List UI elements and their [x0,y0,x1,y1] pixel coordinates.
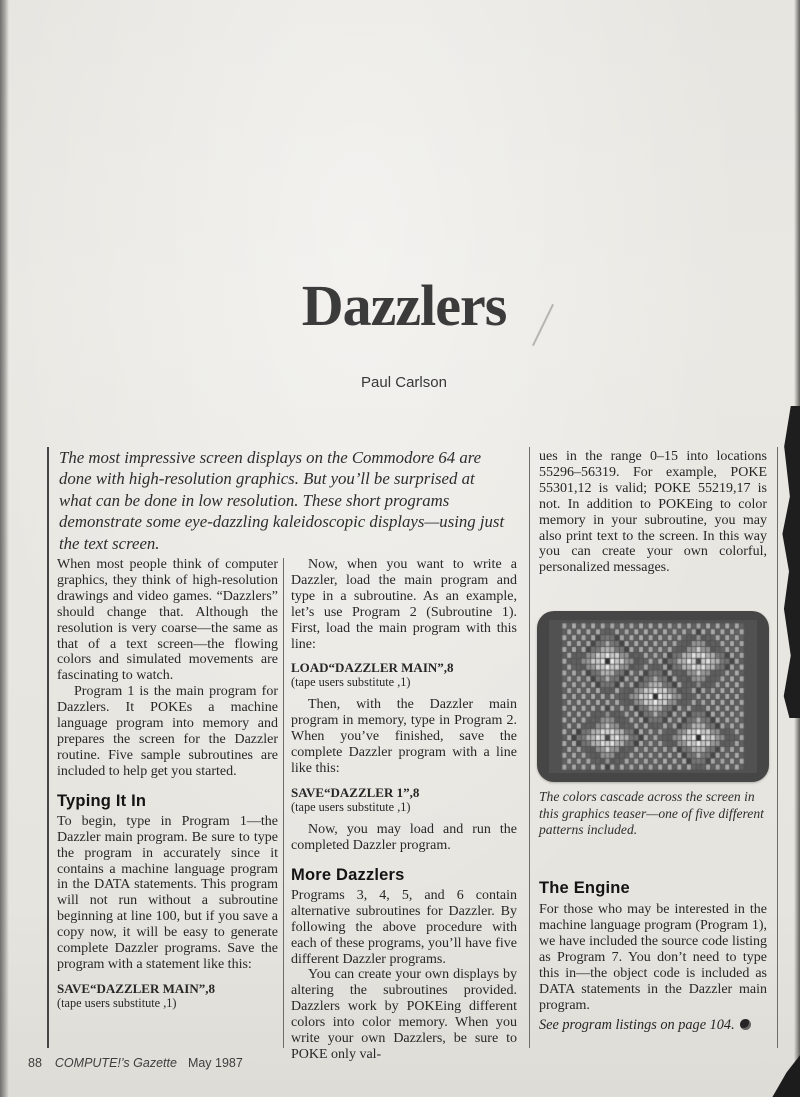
byline: Paul Carlson [361,374,447,391]
issue-date: May 1987 [187,1056,243,1070]
paragraph: When most people think of computer graphics, they think of high-resolution drawings and video games. “Dazzlers” should change that. Although the resolution is very coarse—the same as that of a text screen—the flowing colors and simulated movements are fascinating to watch. [57,557,278,684]
column-rule-left [47,447,49,1048]
torn-paper-edge [778,406,800,718]
paragraph: For those who may be interested in the machine language program (Program 1), we have included the source code listing as Program 7. You don’t need to type this in—the object code is included as DATA statements in the Dazzler main program. [539,902,767,1013]
end-of-article-icon [740,1019,751,1030]
page-number: 88 [28,1056,42,1070]
column-rule-1-2 [283,558,284,1048]
code-line: SAVE“DAZZLER MAIN”,8 [57,980,215,996]
article-title: Dazzlers [301,273,507,338]
intro-paragraph: The most impressive screen displays on the Commodore 64 are done with high-resolution graphics. But you’ll be surprised at what can be done in low resolution. These short programs demonstrate some eye-dazzling kaleidoscopic displays—using just the text screen. [59,448,505,553]
column-rule-2-3 [529,447,530,1048]
code-line: SAVE“DAZZLER 1”,8 [291,784,420,800]
code-note: (tape users substitute ,1) [291,799,411,814]
paragraph: Now, when you want to write a Dazzler, load the main program and type in a subroutine. As an example, let’s use Program 2 (Subroutine 1). First, load the main program with this line: [291,557,517,652]
section-heading-typing-it-in: Typing It In [57,791,147,810]
column-2 [291,557,517,1063]
code-note: (tape users substitute ,1) [291,675,411,690]
screen-photo [537,611,769,782]
magazine-name: COMPUTE!’s Gazette [54,1056,177,1070]
column-3 [539,449,767,576]
paragraph: Programs 3, 4, 5, and 6 contain alternative subroutines for Dazzler. By following the above procedure with each of these programs, you’ll have five different Dazzler programs. [291,887,517,967]
closing-text: See program listings on page 104. [539,1017,735,1034]
page-footer [28,1056,243,1070]
paragraph: Program 1 is the main program for Dazzlers. It POKEs a machine language program into memory and prepares the screen for the Dazzler routine. Five sample subroutines are included to help get you started. [57,684,278,779]
paragraph: You can create your own displays by altering the subroutines provided. Dazzlers work by POKEing different colors into color memory. When you write your own Dazzlers, be sure to POKE only val- [291,967,517,1062]
section-heading-more-dazzlers: More Dazzlers [291,865,405,884]
paragraph: ues in the range 0–15 into locations 55296–56319. For example, POKE 55301,12 is valid; POKE 55219,17 is not. In addition to POKEing to color memory in your subroutine, you may also print text to the screen. In this way you can create your own colorful, personalized messages. [539,449,767,576]
figure-caption: The colors cascade across the screen in this graphics teaser—one of five different patterns included. [539,789,764,838]
closing-line [539,1018,767,1034]
paragraph: Now, you may load and run the completed Dazzler program. [291,821,517,853]
engine-section [539,879,767,1034]
page-edge-left [0,0,9,1097]
code-line: LOAD“DAZZLER MAIN”,8 [291,660,454,676]
kaleidoscope-pattern-image [549,620,757,773]
code-note: (tape users substitute ,1) [57,995,177,1010]
column-1 [57,557,278,1018]
column-rule-right [777,447,778,1048]
paragraph: Then, with the Dazzler main program in memory, type in Program 2. When you’ve finished, save the complete Dazzler program with a line like this: [291,697,517,777]
section-heading-the-engine: The Engine [539,879,630,897]
paragraph: To begin, type in Program 1—the Dazzler main program. Be sure to type the program in accurately since it contains a machine language program in the DATA statements. This program will not run without a subroutine beginning at line 100, but if you save a copy now, it will be easy to generate complete Dazzler programs. Save the program with a statement like this: [57,813,278,972]
